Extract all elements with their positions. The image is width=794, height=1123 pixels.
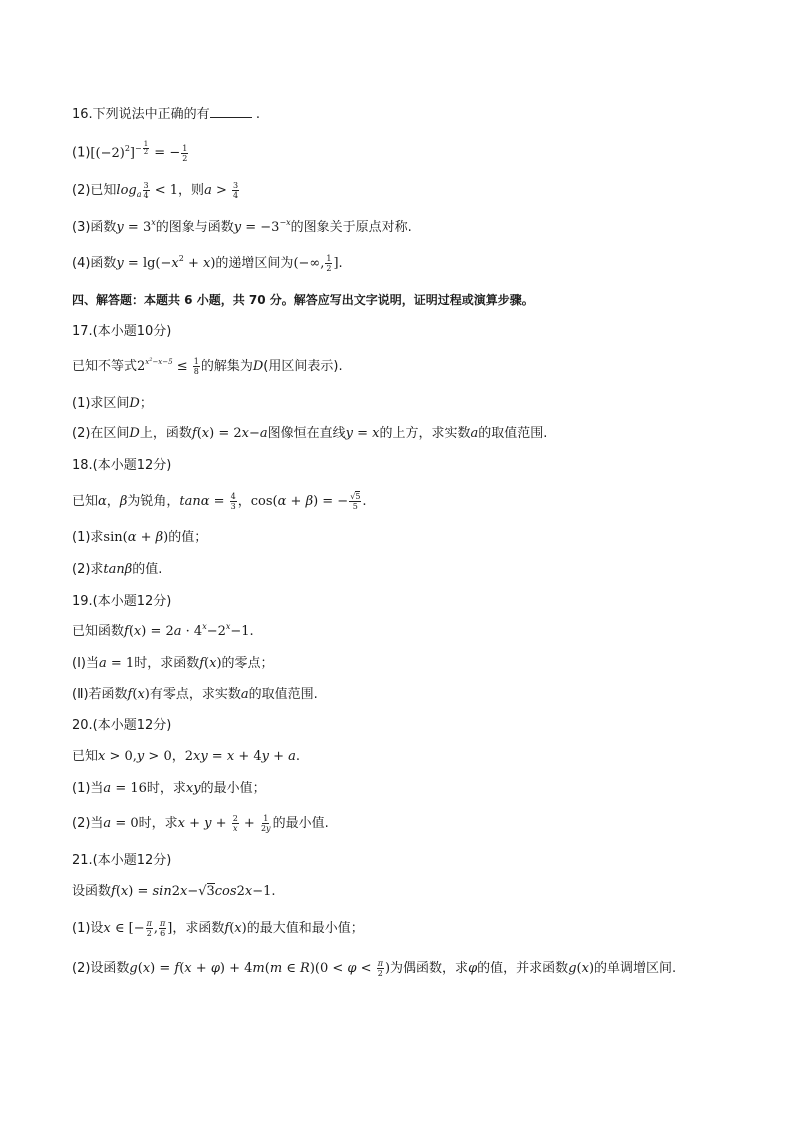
q19-stem: 已知函数$f(x) = 2a \cdot 4^x-2^x-1$. <box>72 622 254 639</box>
q17-title: 17.(本小题10分) <box>72 324 172 339</box>
q16-item-1: $(1)[(-2)^2]^{- \frac{1}{2}}$ = − $\frac{1}{2}$ <box>72 140 188 163</box>
q16-item-3: (3)函数$y = 3^x$的图象与函数$y = -3^{-x}$的图象关于原点对称. <box>72 218 412 235</box>
q16-stem: 16.下列说法中正确的有 . <box>72 104 754 125</box>
q17-part-2: (2)在区间D上，函数f(x) = 2x−a图像恒在直线y = x的上方，求实数a的取值范围. <box>72 426 548 441</box>
q20-part-1: (1)当a = 16时，求xy的最小值； <box>72 781 266 796</box>
q18-part-1: (1)求sin(α + β)的值； <box>72 530 208 545</box>
section-heading: 四、解答题：本题共 6 小题，共 70 分。解答应写出文字说明，证明过程或演算步骤。 <box>72 293 534 307</box>
q19-part-2: (Ⅱ)若函数f(x)有零点，求实数a的取值范围. <box>72 687 318 702</box>
answer-blank <box>210 104 252 118</box>
q19-part-1: (Ⅰ)当a = 1时，求函数f(x)的零点； <box>72 656 274 671</box>
q17-part-1: (1)求区间D； <box>72 396 153 411</box>
q21-stem: 设函数f(x) = sin2x−√3cos2x−1. <box>72 884 276 899</box>
q21-part-2: (2)设函数g(x) = f(x + φ) + 4m(m ∈ R)(0 < φ < $\frac{\pi}{2}$ )为偶函数，求φ的值，并求函数g(x)的单调增区间. <box>72 959 677 978</box>
q16-item-4: (4)函数$y = \lg(-x^2 + x)$的递增区间为(−∞, $\frac{1}{2}$ ]. <box>72 254 343 273</box>
q21-title: 21.(本小题12分) <box>72 853 172 868</box>
q18-part-2: (2)求tanβ的值. <box>72 562 163 577</box>
q19-title: 19.(本小题12分) <box>72 594 172 609</box>
q18-stem: 已知α，β为锐角，tanα = $\frac{4}{3}$ ，cos(α + β) = − $\frac{√5}{5}$ . <box>72 492 367 511</box>
q20-title: 20.(本小题12分) <box>72 718 172 733</box>
q21-part-1: (1)设x ∈ [− $\frac{\pi}{2}$ , $\frac{\pi}{6}$ ]，求函数f(x)的最大值和最小值； <box>72 919 364 938</box>
q16-item-2: (2)已知$\log_a$ $\frac{3}{4}$ < 1，则a > $\frac{3}{4}$ <box>72 181 239 200</box>
q17-stem: 已知不等式$2^{x^2-x-5}$ ≤ $\frac{1}{8}$ 的解集为D(用区间表示). <box>72 357 343 376</box>
q18-title: 18.(本小题12分) <box>72 458 172 473</box>
q20-part-2: (2)当a = 0时，求x + y + $\frac{2}{x}$ + $\frac{1}{2y}$ 的最小值. <box>72 814 329 833</box>
q20-stem: 已知x > 0,y > 0，2xy = x + 4y + a. <box>72 749 301 764</box>
